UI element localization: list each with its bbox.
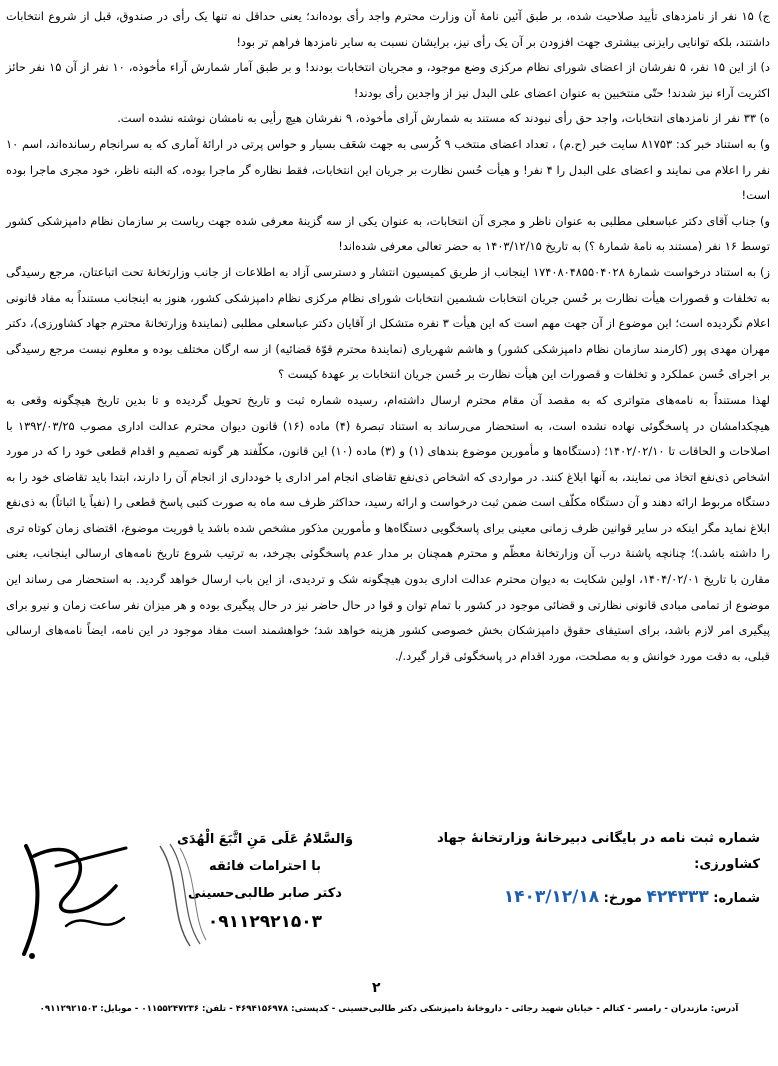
registration-title: شماره ثبت نامه در بایگانی دبیرخانهٔ وزارتخانهٔ جهاد کشاورزی:: [436, 831, 760, 872]
paragraph-d: د) از این ۱۵ نفر، ۵ نفرشان از اعضای شورای نظام مرکزی وضع موجود، و مجریان انتخابات بودند! و بر طبق آمار شمارش آراء مأخوذه، ۱۰ نفر از آن ۱۵ نفر حائز اکثریت آراء نیز شدند! حتّی منتخبین به عنوان اعضای علی البدل نیز از واجدین رأی بودند!: [6, 60, 770, 100]
handwritten-signature: [6, 826, 146, 966]
signer-name: دکتر صابر طالبی‌حسینی: [188, 886, 342, 901]
registration-number: ۴۲۴۳۳۳: [646, 887, 709, 907]
stamp-seal: [150, 836, 210, 956]
paragraph-h: ه) ۳۳ نفر از نامزدهای انتخابات، واجد حق رأی نبودند که مستند به شمارش آرای مأخوذه، ۹ نفرشان هیچ رأیی به نامشان نوشته نشده است.: [117, 111, 770, 126]
registration-number-label: شماره:: [713, 891, 760, 906]
address-footer: آدرس: مازندران - رامسر - کتالم - خیابان شهید رجائی - داروخانهٔ دامپزشکی دکتر طالبی‌حسینی - کدپستی: ۴۶۹۴۱۵۶۹۷۸ - تلفن: ۰۱۱۵۵۲۴۷۲۳۶ - موبایل: ۰۹۱۱۲۹۲۱۵۰۳: [39, 1004, 739, 1014]
paragraph-j: ج) ۱۵ نفر از نامزدهای تأیید صلاحیت شده، بر طبق آئین نامهٔ آن وزارت محترم واجد رأی بوده‌اند؛ یعنی حداقل نه تنها یک رأی در صندوق، قبل از شروع انتخابات داشتند، بلکه توانایی رایزنی بیشتری جهت افزودن بر آن یک رأی نیز، برایشان نسبت به سایر نامزدها فراهم تر بود!: [6, 9, 770, 49]
paragraph-v2: و) جناب آقای دکتر عباسعلی مطلبی به عنوان ناظر و مجری آن انتخابات، به عنوان یکی از سه گزینهٔ معرفی شده جهت ریاست بر سازمان نظام دامپزشکی کشور توسط ۱۶ نفر (مستند به نامهٔ شمارهٔ ؟) به تاریخ ۱۴۰۳/۱۲/۱۵ به حضر تعالی معرفی شده‌اند!: [6, 213, 770, 254]
registration-row: [388, 882, 760, 914]
paragraph-conclusion: لهذا مستنداً به نامه‌های متواتری که به مقصد آن مقام محترم ارسال داشته‌ام، رسیده شماره ثبت و تاریخ تحویل گردیده و تا بدین تاریخ هیچگونه وقعی به هیچکدامشان در پاسخگوئی نهاده نشده است، به استحضار می‌رساند به استناد تبصرهٔ (۴) ماده (۱۶) قانون دیوان محترم عدالت اداری مصوب ۱۳۹۲/۰۳/۲۵ با اصلاحات و الحاقات تا ۱۴۰۲/۰۲/۱۰؛ (دستگاه‌ها و مأمورین موضوع بندهای (۱) و (۳) ماده (۱۰) این قانون، مکلّفند هر گونه تصمیم و اقدام قطعی خود را که در مورد اشخاص ذی‌نفع اتخاذ می نمایند، به آنها ابلاغ کنند. در مواردی که اشخاص ذی‌نفع تقاضای انجام امر اداری یا خودداری از انجام آن را دارند، ابتدا باید تقاضای خود را به دستگاه مربوط ارائه دهند و آن دستگاه مکلّف است ضمن ثبت درخواست و ارائه رسید، حداکثر ظرف سه ماه به صورت کتبی پاسخ قطعی را (نفیاً یا اثباتاً) به ذی‌نفع ابلاغ نماید مگر اینکه در سایر قوانین ظرف زمانی معینی برای پاسخگویی دستگاه‌ها و مأمورین مذکور مشخص شده باشد یا فوریت موضوع، اقتضای زمان کوتاه تری را داشته باشد.)؛ چنانچه پاشنهٔ درب آن وزارتخانهٔ معظّم و محترم همچنان بر مدار عدم پاسخگوئی بچرخد، به ترتیب شروع تاریخ نامه‌های ارسالی اینجانب، یعنی مقارن با تاریخ ۱۴۰۴/۰۲/۰۱، اولین شکایت به دیوان محترم عدالت اداری بدون هیچگونه شک و تردیدی، از این باب ارسال خواهد گردید. به استحضار می رساند این موضوع از تمامی مبادی قانونی نظارتی و قضائی موجود در کشور با تمام توان و قوا در حال حاضر نیز در حال پیگیری بوده و هر میزان نفر ساعت زمان و نیرو برای پیگیری امر لازم باشد، برای استیفای حقوق دامپزشکان بخش خصوصی کشور هزینه خواهد شد؛ خواهشمند است مفاد موجود در این نامه، ایضاً نامه‌های ارسالی قبلی، به دقت مورد خوانش و به مصلحت، مورد اقدام در پاسخگوئی قرار گیرد./.: [6, 392, 770, 663]
registration-date: ۱۴۰۳/۱۲/۱۸: [503, 887, 600, 907]
closing-salutation: وَالسَّلامُ عَلَی مَنِ اتَّبَعَ الْهُدَی: [176, 832, 354, 847]
letter-body: [6, 4, 770, 669]
paragraph-v1: و) به استناد خبر کد: ۸۱۷۵۳ سایت خبر (ح.م) ، تعداد اعضای منتخب ۹ کُرسی به جهت شعَف بسیار و حواس پرتی در ارائهٔ آماری که به سرانجام رسانده‌اند، اسم ۱۰ نفر را اعلام می نمایند و اعضای علی البدل را ۴ نفر! و هیأت حُسن نظارت بر جریان این انتخابات، فقط نظاره گر ماجرا بوده، که البته ناظر، خود مجری ماجرا بوده است!: [6, 136, 771, 203]
closing-regards: با احترامات فائقه: [209, 859, 321, 874]
paragraph-z: ز) به استناد درخواست شمارهٔ ۱۷۴۰۸۰۴۸۵۵۰۴۰۲۸ اینجانب از طریق کمیسیون انتشار و دسترسی آزاد به اطلاعات از جانب وزارتخانهٔ تحت اتباعتان، مرجع رسیدگی به تخلفات و قصورات هیأت نظارت بر حُسن جریان انتخابات ششمین انتخابات شورای نظام مرکزی نظام دامپزشکی کشور، هنوز به اینجانب مستنداً به مفاد قانونی اعلام نگردیده است؛ این موضوع از آن جهت مهم است که این هیأت ۳ نفره متشکل از آقایان دکتر عباسعلی مطلبی (نمایندهٔ وزارتخانهٔ محترم جهاد کشاورزی)، دکتر مهران مهدی پور (کارمند سازمان نظام دامپزشکی کشور) و هاشم شهریاری (نمایندهٔ محترم قوّهٔ قضائیه) از سه ارگان مختلف بوده و معلوم نیست مرجع رسیدگی بر اجرای حُسن عملکرد و تخلفات و قصورات این هیأت نظارت بر حُسن جریان انتخابات بر عهدهٔ کیست ؟: [6, 264, 770, 382]
page-number: ۲: [372, 980, 381, 996]
signer-phone: ۰۹۱۱۲۹۲۱۵۰۳: [207, 912, 323, 932]
registration-block: [388, 826, 760, 914]
registration-date-label: مورخ:: [603, 891, 642, 906]
letter-footer-area: [0, 826, 778, 1066]
